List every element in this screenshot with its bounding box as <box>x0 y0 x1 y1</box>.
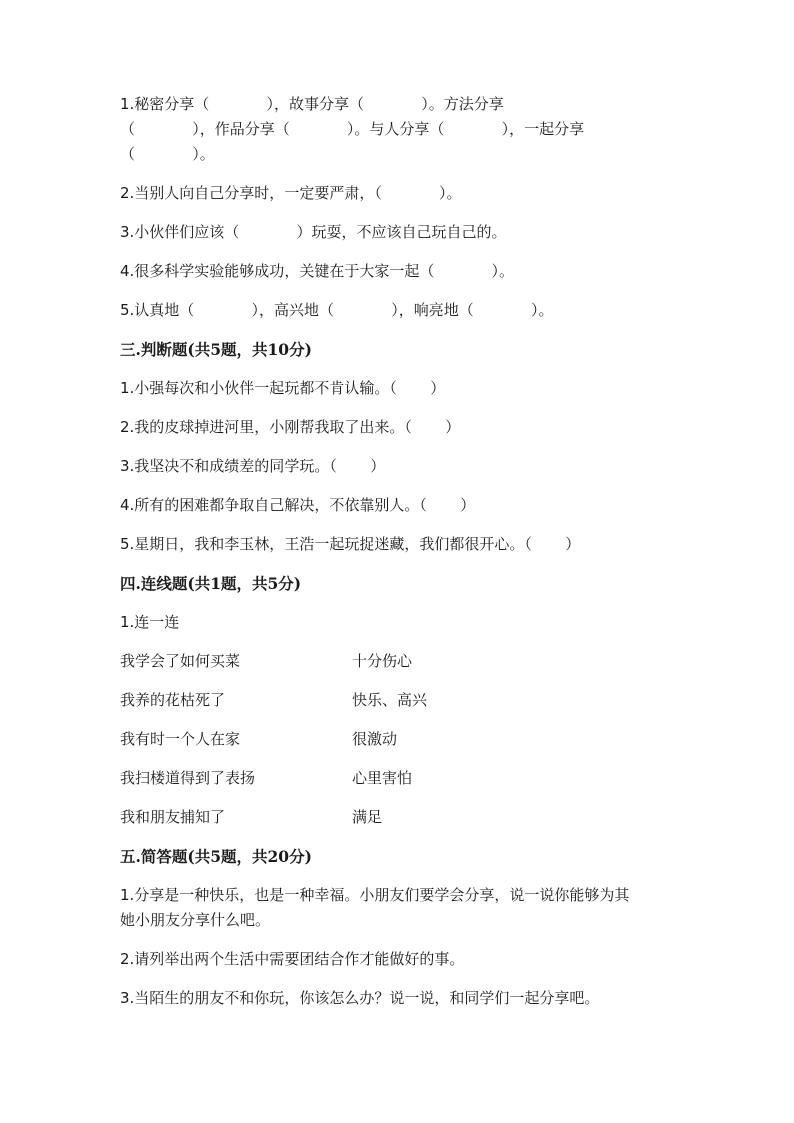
worksheet-page <box>120 92 680 1011</box>
match-row <box>120 688 680 713</box>
short-answer-q1-line1: 1.分享是一种快乐，也是一种幸福。小朋友们要学会分享，说一说你能够为其 <box>120 886 630 904</box>
match-right-item: 快乐、高兴 <box>352 691 428 709</box>
match-right-item: 心里害怕 <box>352 769 413 787</box>
fill-blank-q1-line3: （ ）。 <box>120 145 215 163</box>
match-row <box>120 727 680 752</box>
fill-blank-q1-line1: 1.秘密分享（ ），故事分享（ ）。方法分享 <box>120 95 504 113</box>
judge-q4: 4.所有的困难都争取自己解决，不依靠别人。（ ） <box>120 496 476 514</box>
fill-blank-q1-line2: （ ），作品分享（ ）。与人分享（ ），一起分享 <box>120 120 585 138</box>
match-row <box>120 766 680 791</box>
short-answer-q3: 3.当陌生的朋友不和你玩，你该怎么办？说一说，和同学们一起分享吧。 <box>120 989 600 1007</box>
match-row <box>120 805 680 830</box>
short-answer-q2: 2.请列举出两个生活中需要团结合作才能做好的事。 <box>120 950 465 968</box>
match-left-item: 我学会了如何买菜 <box>120 652 241 670</box>
match-right-item: 十分伤心 <box>352 652 413 670</box>
fill-blank-q3: 3.小伙伴们应该（ ）玩耍，不应该自己玩自己的。 <box>120 223 507 241</box>
judge-section-title: 三.判断题(共5题，共10分) <box>120 340 312 359</box>
match-row <box>120 649 680 674</box>
match-right-item: 很激动 <box>352 730 398 748</box>
match-left-item: 我养的花枯死了 <box>120 691 226 709</box>
short-answer-q1-line2: 她小朋友分享什么吧。 <box>120 911 271 929</box>
fill-blank-q4: 4.很多科学实验能够成功，关键在于大家一起（ ）。 <box>120 262 515 280</box>
judge-section <box>120 337 680 557</box>
match-right-item: 满足 <box>352 808 383 826</box>
match-left-item: 我有时一个人在家 <box>120 730 241 748</box>
short-answer-section-title: 五.简答题(共5题，共20分) <box>120 847 312 866</box>
match-prompt: 1.连一连 <box>120 613 180 631</box>
judge-q5: 5.星期日，我和李玉林，王浩一起玩捉迷藏，我们都很开心。（ ） <box>120 535 581 553</box>
judge-q2: 2.我的皮球掉进河里，小刚帮我取了出来。（ ） <box>120 418 461 436</box>
fill-blank-section <box>120 92 680 323</box>
match-left-item: 我扫楼道得到了表扬 <box>120 769 256 787</box>
judge-q1: 1.小强每次和小伙伴一起玩都不肯认输。（ ） <box>120 379 446 397</box>
short-answer-section <box>120 844 680 1011</box>
fill-blank-q2: 2.当别人向自己分享时，一定要严肃，（ ）。 <box>120 184 462 202</box>
fill-blank-q5: 5.认真地（ ），高兴地（ ），响亮地（ ）。 <box>120 301 554 319</box>
match-left-item: 我和朋友捕知了 <box>120 808 226 826</box>
match-section-title: 四.连线题(共1题，共5分) <box>120 574 302 593</box>
judge-q3: 3.我坚决不和成绩差的同学玩。（ ） <box>120 457 386 475</box>
match-section <box>120 571 680 830</box>
